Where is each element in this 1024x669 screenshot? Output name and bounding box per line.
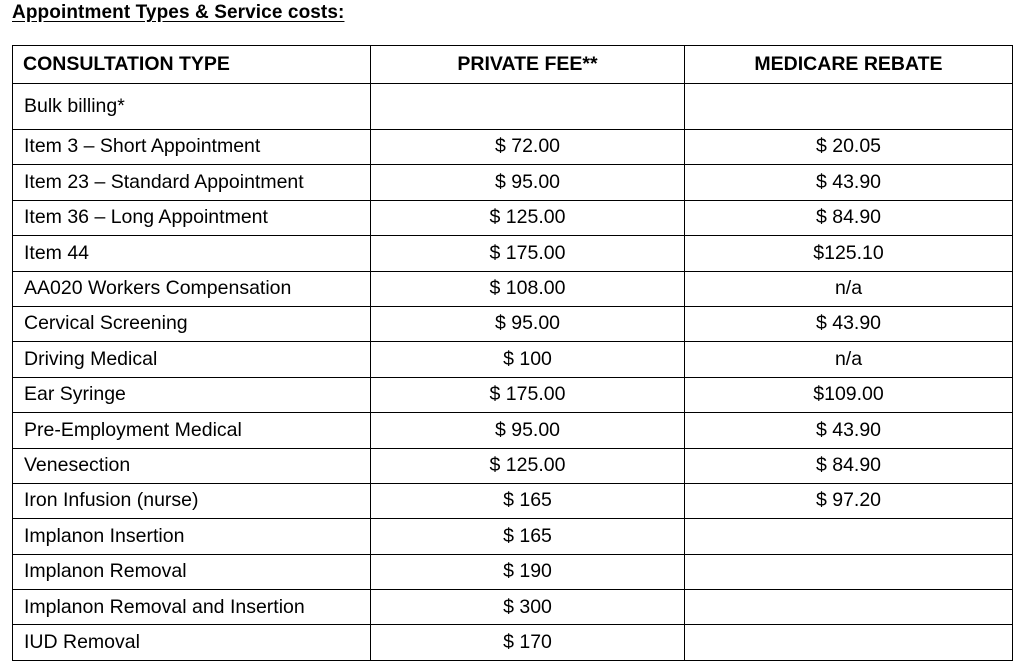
consultation-type-cell: Implanon Insertion	[13, 519, 371, 554]
table-row	[13, 342, 1013, 377]
consultation-type-cell: Item 44	[13, 236, 371, 271]
page-title: Appointment Types & Service costs:	[12, 2, 345, 23]
consultation-type-cell: Pre-Employment Medical	[13, 413, 371, 448]
private-fee-cell: $ 95.00	[371, 306, 685, 341]
consultation-type-cell: Item 3 – Short Appointment	[13, 130, 371, 165]
medicare-rebate-cell: n/a	[685, 342, 1013, 377]
private-fee-cell: $ 165	[371, 483, 685, 518]
consultation-type-cell: Item 23 – Standard Appointment	[13, 165, 371, 200]
table-row	[13, 377, 1013, 412]
private-fee-cell: $ 175.00	[371, 377, 685, 412]
table-row	[13, 519, 1013, 554]
fees-table	[12, 45, 1013, 661]
medicare-rebate-cell: $ 43.90	[685, 413, 1013, 448]
private-fee-cell: $ 190	[371, 554, 685, 589]
table-row	[13, 306, 1013, 341]
table-row	[13, 625, 1013, 660]
consultation-type-cell: Implanon Removal	[13, 554, 371, 589]
consultation-type-cell: AA020 Workers Compensation	[13, 271, 371, 306]
table-row	[13, 590, 1013, 625]
header-consultation-type: CONSULTATION TYPE	[13, 46, 371, 84]
medicare-rebate-cell: $ 84.90	[685, 200, 1013, 235]
consultation-type-cell: Iron Infusion (nurse)	[13, 483, 371, 518]
table-row	[13, 130, 1013, 165]
table-row	[13, 84, 1013, 130]
medicare-rebate-cell: $125.10	[685, 236, 1013, 271]
private-fee-cell: $ 175.00	[371, 236, 685, 271]
table-row	[13, 165, 1013, 200]
private-fee-cell: $ 100	[371, 342, 685, 377]
medicare-rebate-cell	[685, 625, 1013, 660]
consultation-type-cell: Bulk billing*	[13, 84, 371, 130]
consultation-type-cell: IUD Removal	[13, 625, 371, 660]
private-fee-cell: $ 95.00	[371, 413, 685, 448]
consultation-type-cell: Cervical Screening	[13, 306, 371, 341]
table-row	[13, 483, 1013, 518]
medicare-rebate-cell	[685, 519, 1013, 554]
private-fee-cell: $ 125.00	[371, 448, 685, 483]
private-fee-cell: $ 165	[371, 519, 685, 554]
medicare-rebate-cell: $109.00	[685, 377, 1013, 412]
table-row	[13, 413, 1013, 448]
medicare-rebate-cell	[685, 84, 1013, 130]
consultation-type-cell: Driving Medical	[13, 342, 371, 377]
private-fee-cell: $ 95.00	[371, 165, 685, 200]
header-private-fee: PRIVATE FEE**	[371, 46, 685, 84]
private-fee-cell: $ 72.00	[371, 130, 685, 165]
medicare-rebate-cell: $ 84.90	[685, 448, 1013, 483]
consultation-type-cell: Implanon Removal and Insertion	[13, 590, 371, 625]
table-row	[13, 448, 1013, 483]
table-row	[13, 200, 1013, 235]
consultation-type-cell: Ear Syringe	[13, 377, 371, 412]
medicare-rebate-cell: $ 43.90	[685, 165, 1013, 200]
medicare-rebate-cell	[685, 590, 1013, 625]
private-fee-cell: $ 125.00	[371, 200, 685, 235]
consultation-type-cell: Item 36 – Long Appointment	[13, 200, 371, 235]
medicare-rebate-cell: $ 97.20	[685, 483, 1013, 518]
table-row	[13, 236, 1013, 271]
medicare-rebate-cell	[685, 554, 1013, 589]
consultation-type-cell: Venesection	[13, 448, 371, 483]
medicare-rebate-cell: $ 43.90	[685, 306, 1013, 341]
medicare-rebate-cell: n/a	[685, 271, 1013, 306]
private-fee-cell: $ 170	[371, 625, 685, 660]
private-fee-cell	[371, 84, 685, 130]
header-medicare-rebate: MEDICARE REBATE	[685, 46, 1013, 84]
table-row	[13, 554, 1013, 589]
private-fee-cell: $ 108.00	[371, 271, 685, 306]
private-fee-cell: $ 300	[371, 590, 685, 625]
table-row	[13, 271, 1013, 306]
table-header-row	[13, 46, 1013, 84]
medicare-rebate-cell: $ 20.05	[685, 130, 1013, 165]
